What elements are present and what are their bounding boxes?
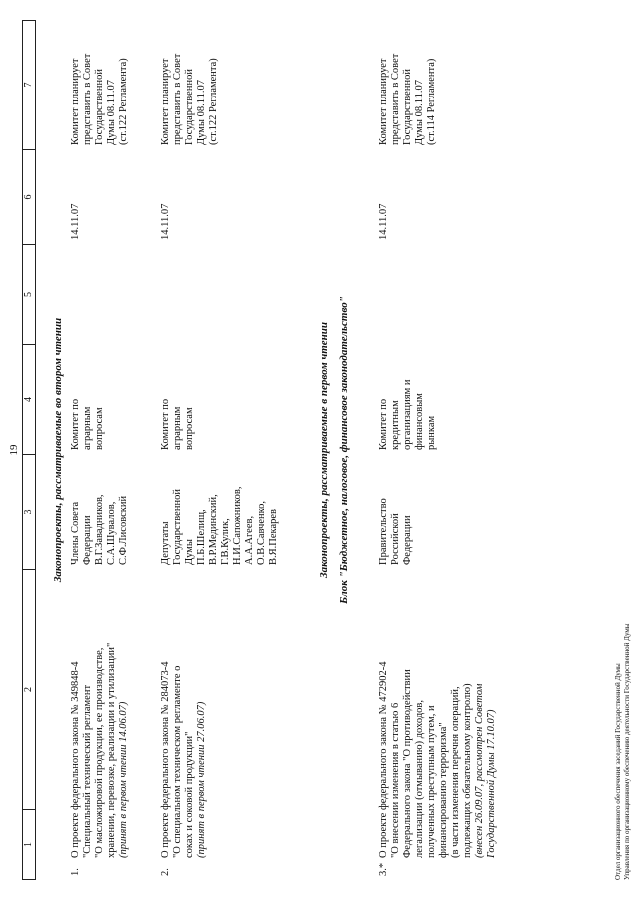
committee-line: рынкам bbox=[426, 415, 437, 450]
column-number-1: 1 bbox=[23, 809, 35, 879]
row-2-title-line: О проекте федерального закона № 284073-4 bbox=[160, 661, 171, 858]
author-line: Члены Совета bbox=[70, 501, 81, 565]
row-3-title-line: финансированию терроризма" bbox=[438, 722, 449, 858]
status-line: представить в Совет bbox=[172, 53, 183, 145]
footer-note bbox=[614, 624, 632, 880]
committee-line: организациям и bbox=[402, 379, 413, 450]
status-line: Комитет планирует bbox=[378, 58, 389, 145]
row-3-title-line: легализации (отмыванию) доходов, bbox=[414, 700, 425, 858]
row-3-title-line: (в части изменения перечня операций, bbox=[450, 686, 461, 858]
row-1-title-line: хранении, перевозке, реализации и утилизации" bbox=[106, 642, 117, 858]
status-line: (ст.122 Регламента) bbox=[208, 58, 219, 145]
status-line: Комитет планирует bbox=[70, 58, 81, 145]
row-3-status bbox=[378, 20, 438, 145]
author-line: Российской bbox=[390, 513, 401, 565]
status-line: Думы 08.11.07 bbox=[106, 80, 117, 145]
row-2-number: 2. bbox=[160, 868, 171, 876]
row-1-title-line: "О масложировой продукции, ее производстве, bbox=[94, 647, 105, 858]
author-line: А.А.Агеев, bbox=[244, 515, 255, 565]
row-3-title-line: подлежащих обязательному контролю) bbox=[462, 683, 473, 858]
committee-line: аграрным bbox=[172, 406, 183, 450]
column-number-4: 4 bbox=[23, 344, 35, 454]
column-number-row bbox=[22, 20, 36, 880]
row-3-title-line: Федерального закона "О противодействии bbox=[402, 669, 413, 858]
committee-line: Комитет по bbox=[160, 398, 171, 450]
committee-line: вопросам bbox=[184, 407, 195, 450]
agenda-table bbox=[22, 20, 600, 880]
committee-line: финансовым bbox=[414, 393, 425, 450]
author-line: Н.И.Сапожников, bbox=[232, 486, 243, 565]
row-3-committee bbox=[378, 350, 438, 450]
author-line: В.Г.Завадников, bbox=[94, 494, 105, 565]
status-line: Комитет планирует bbox=[160, 58, 171, 145]
row-3-title-line: "О внесении изменения в статью 6 bbox=[390, 702, 401, 858]
column-number-6: 6 bbox=[23, 149, 35, 244]
row-1-note: (принят в первом чтении 14.06.07) bbox=[118, 701, 129, 858]
column-number-5: 5 bbox=[23, 244, 35, 344]
row-1-authors bbox=[70, 455, 130, 565]
status-line: Думы 08.11.07 bbox=[196, 80, 207, 145]
footer-line: Отдел организационного обеспечения заседаний Государственной Думы bbox=[614, 663, 622, 880]
status-line: Государственной bbox=[402, 69, 413, 145]
row-1-date: 14.11.07 bbox=[70, 203, 81, 240]
row-3-number: 3.* bbox=[378, 862, 389, 876]
row-1-title-line: "Специальный технический регламент bbox=[82, 684, 93, 858]
status-line: представить в Совет bbox=[390, 53, 401, 145]
author-line: Федерации bbox=[402, 515, 413, 565]
committee-line: кредитным bbox=[390, 400, 401, 450]
status-line: Государственной bbox=[94, 69, 105, 145]
row-2-authors bbox=[160, 455, 280, 565]
footer-line: Управления по организационному обеспечению деятельности Государственной Думы bbox=[623, 623, 631, 880]
row-3-note: Государственной Думы 17.10.07) bbox=[486, 709, 497, 858]
status-line: (ст.114 Регламента) bbox=[426, 58, 437, 145]
row-2-status bbox=[160, 20, 220, 145]
row-3-title bbox=[378, 568, 498, 858]
committee-line: Комитет по bbox=[378, 398, 389, 450]
row-1-committee bbox=[70, 350, 106, 450]
author-line: П.Б.Шелищ, bbox=[196, 509, 207, 565]
author-line: Г.В.Кулик, bbox=[220, 518, 231, 565]
status-line: Думы 08.11.07 bbox=[414, 80, 425, 145]
row-3-title-line: полученных преступным путем, и bbox=[426, 705, 437, 858]
author-line: С.А.Шувалов, bbox=[106, 501, 117, 565]
row-2-title-line: соках и соковой продукции" bbox=[184, 731, 195, 858]
row-2-note: (принят в первом чтении 27.06.07) bbox=[196, 701, 207, 858]
row-2-title-line: "О специальном техническом регламенте о bbox=[172, 665, 183, 858]
section-title-first-reading: Законопроекты, рассматриваемые в первом чтении bbox=[318, 322, 330, 578]
status-line: (ст.122 Регламента) bbox=[118, 58, 129, 145]
row-3-date: 14.11.07 bbox=[378, 203, 389, 240]
row-1-title bbox=[70, 568, 130, 858]
author-line: Депутаты bbox=[160, 521, 171, 565]
section-title-second-reading: Законопроекты, рассматриваемые во втором чтении bbox=[52, 317, 64, 583]
author-line: В.Р.Мединский, bbox=[208, 494, 219, 565]
row-2-date: 14.11.07 bbox=[160, 203, 171, 240]
author-line: О.В.Савченко, bbox=[256, 500, 267, 565]
section-title-budget-block: Блок "Бюджетное, налоговое, финансовое законодательство" bbox=[338, 296, 350, 604]
row-2-title bbox=[160, 568, 208, 858]
row-1-title-line: О проекте федерального закона № 349848-4 bbox=[70, 661, 81, 858]
author-line: Государственной bbox=[172, 489, 183, 565]
status-line: Государственной bbox=[184, 69, 195, 145]
row-3-note: (внесен 26.09.07, рассмотрен Советом bbox=[474, 683, 485, 858]
author-line: Федерации bbox=[82, 515, 93, 565]
author-line: Думы bbox=[184, 539, 195, 565]
author-line: В.Я.Пекарев bbox=[268, 509, 279, 565]
committee-line: аграрным bbox=[82, 406, 93, 450]
column-number-2: 2 bbox=[23, 569, 35, 809]
author-line: С.Ф.Лисовский bbox=[118, 495, 129, 565]
committee-line: вопросам bbox=[94, 407, 105, 450]
row-1-status bbox=[70, 20, 130, 145]
column-number-3: 3 bbox=[23, 454, 35, 569]
column-number-7: 7 bbox=[23, 82, 34, 88]
author-line: Правительство bbox=[378, 498, 389, 565]
row-3-authors bbox=[378, 455, 414, 565]
row-3-title-line: О проекте федерального закона № 472902-4 bbox=[378, 661, 389, 858]
committee-line: Комитет по bbox=[70, 398, 81, 450]
row-2-committee bbox=[160, 350, 196, 450]
status-line: представить в Совет bbox=[82, 53, 93, 145]
row-1-number: 1. bbox=[70, 868, 81, 876]
page-number: 19 bbox=[8, 444, 20, 456]
